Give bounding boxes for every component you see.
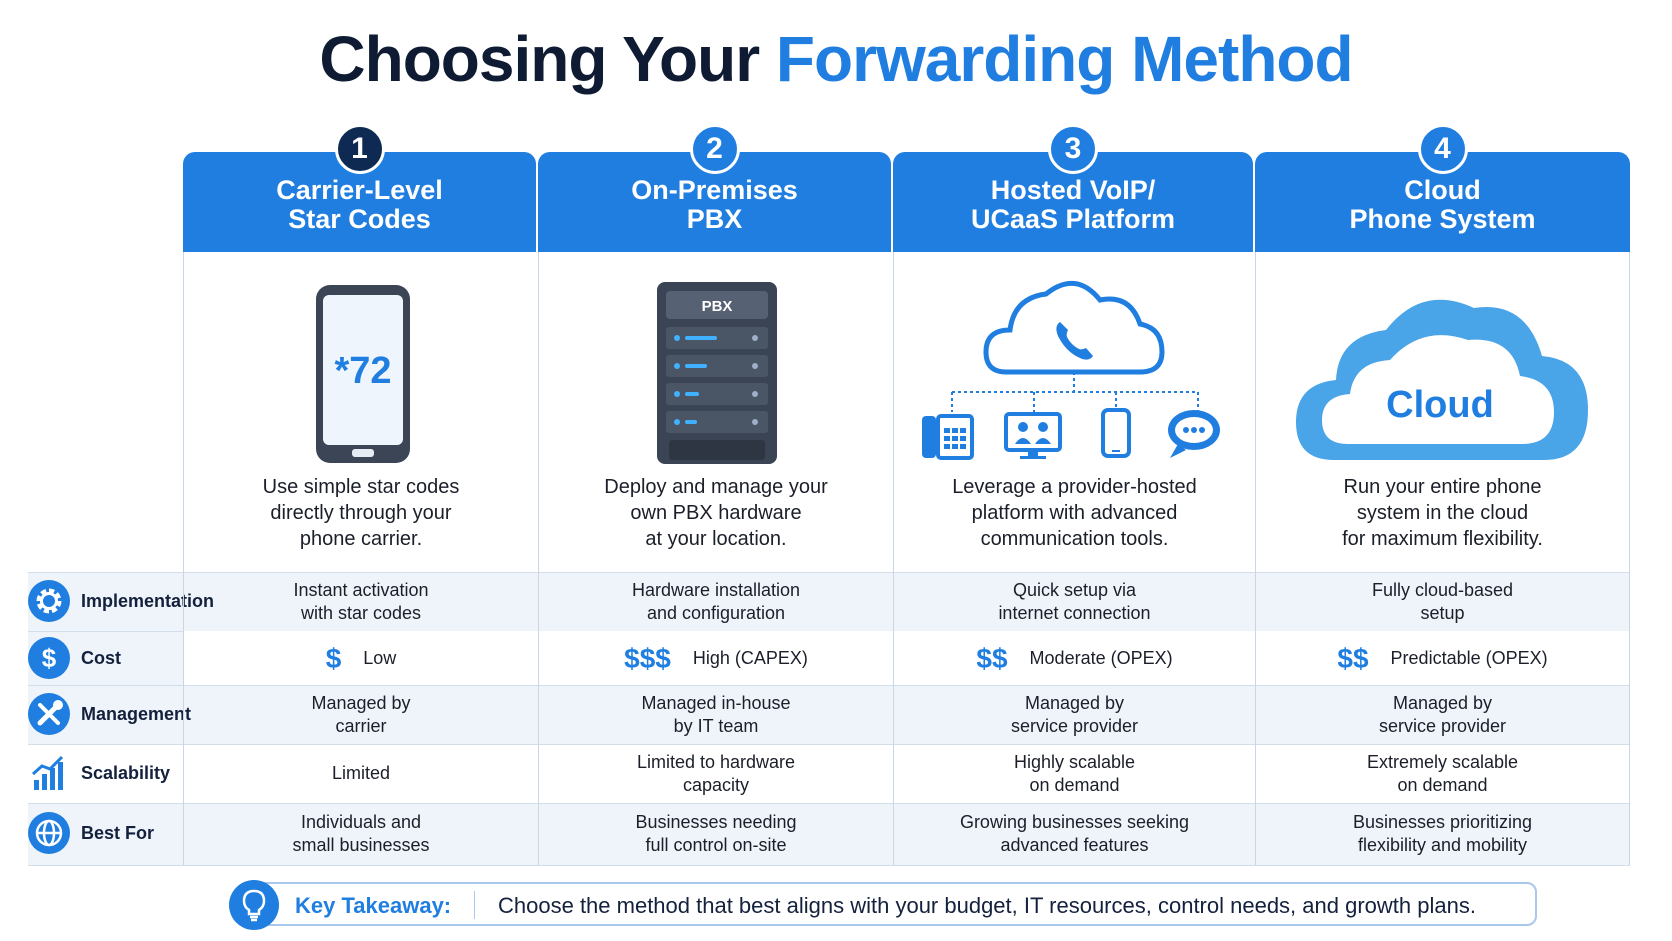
globe-icon [28,812,70,854]
column-title-line1: Cloud [1404,175,1481,205]
step-number-4: 4 [1418,124,1468,174]
svg-text:$: $ [41,643,57,673]
cell-management-3: Managed by service provider [893,685,1255,744]
cloud-label: Cloud [1386,384,1494,426]
cost-symbol: $$$ [624,642,671,674]
cell-cost-3 [893,631,1255,685]
row-label-text: Implementation [81,590,215,611]
row-label-text: Best For [81,822,155,843]
cell-implementation-3: Quick setup via internet connection [893,572,1255,631]
desc-line: Leverage a provider-hosted [952,476,1197,498]
cost-symbol: $ [325,642,342,674]
cost-text: High (CAPEX) [692,647,808,668]
cost-text: Moderate (OPEX) [1029,647,1173,668]
cell-bestfor-3: Growing businesses seeking advanced features [893,803,1255,865]
star-code-text: *72 [334,350,392,392]
row-label-text: Scalability [81,762,171,783]
row-label-text: Cost [81,647,121,668]
server-illustration [539,264,893,464]
cost-symbol: $$ [976,642,1008,674]
dollar-icon [28,637,70,679]
cell-cost-4 [1255,631,1630,685]
takeaway-divider [474,891,475,919]
tools-icon [28,693,70,735]
column-body-3 [893,252,1255,572]
server-rack-icon [539,264,894,464]
column-title-line2: PBX [686,204,743,234]
cost-symbol: $$ [1337,642,1369,674]
cost-text: Low [363,647,397,668]
cell-bestfor-1: Individuals and small businesses [183,803,538,865]
desc-line: phone carrier. [299,528,423,550]
mobile-phone-icon [1103,410,1129,456]
desc-line: at your location. [645,528,787,550]
cloud-phone-network-icon [894,264,1256,474]
gear-icon [28,580,70,622]
desk-phone-icon [922,416,972,458]
column-title-line2: UCaaS Platform [970,204,1176,234]
row-label-cost [28,637,183,679]
column-body-4 [1255,252,1630,572]
title-part1: Choosing Your [319,23,760,95]
desc-line: Deploy and manage your [604,476,828,498]
cell-implementation-2: Hardware installation and configuration [538,572,893,631]
cell-implementation-1: Instant activation with star codes [183,572,538,631]
cloud-icon [1256,264,1631,474]
desc-line: for maximum flexibility. [1342,528,1543,550]
desc-line: system in the cloud [1356,502,1529,524]
column-title-line1: On-Premises [631,175,798,205]
desc-line: Run your entire phone [1343,476,1542,498]
column-title-line2: Phone System [1349,204,1536,234]
cell-scalability-1: Limited [183,744,538,803]
desc-line: Use simple star codes [262,476,460,498]
smartphone-icon [184,264,539,464]
desc-line: own PBX hardware [630,502,802,524]
column-title-line1: Carrier-Level [276,175,443,205]
cell-management-2: Managed in-house by IT team [538,685,893,744]
cell-scalability-3: Highly scalable on demand [893,744,1255,803]
column-description [194,474,528,552]
step-number-2: 2 [690,124,740,174]
desc-line: communication tools. [980,528,1169,550]
column-header-1 [183,132,536,252]
step-number-3: 3 [1048,124,1098,174]
cell-scalability-2: Limited to hardware capacity [538,744,893,803]
cell-management-1: Managed by carrier [183,685,538,744]
pbx-label: PBX [701,298,733,315]
column-header-4 [1255,132,1630,252]
cost-text: Predictable (OPEX) [1390,647,1548,668]
cloud-illustration [1256,264,1629,464]
page-title [0,22,1672,96]
key-takeaway-text: Choose the method that best aligns with your budget, IT resources, control needs, and growth plans. [498,893,1476,918]
cell-management-4: Managed by service provider [1255,685,1630,744]
column-title-line1: Hosted VoIP/ [990,175,1156,205]
desc-line: platform with advanced [971,502,1178,524]
chat-bubble-icon [1168,410,1220,458]
column-body-1 [183,252,538,572]
column-body-2 [538,252,893,572]
title-part2: Forwarding Method [775,23,1353,95]
desc-line: directly through your [270,502,452,524]
step-number-1: 1 [335,124,385,174]
cell-cost-1 [183,631,538,685]
row-label-text: Management [81,703,192,724]
smartphone-illustration [184,264,538,464]
column-description [1266,474,1619,552]
column-title-line2: Star Codes [288,204,431,234]
column-description [904,474,1245,552]
lightbulb-icon [229,880,279,930]
row-label-bestfor [28,812,183,854]
cell-bestfor-2: Businesses needing full control on-site [538,803,893,865]
row-label-implementation [28,580,215,622]
hosted-voip-illustration [894,264,1255,464]
column-header-2 [538,132,891,252]
cell-bestfor-4: Businesses prioritizing flexibility and mobility [1255,803,1630,865]
cell-scalability-4: Extremely scalable on demand [1255,744,1630,803]
growth-chart-icon [28,752,70,794]
column-description [549,474,883,552]
key-takeaway-label: Key Takeaway: [295,893,452,918]
video-conference-icon [1006,414,1060,459]
column-header-3 [893,132,1253,252]
cell-implementation-4: Fully cloud-based setup [1255,572,1630,631]
row-label-management [28,693,192,735]
row-label-scalability [28,752,183,794]
cell-cost-2 [538,631,893,685]
